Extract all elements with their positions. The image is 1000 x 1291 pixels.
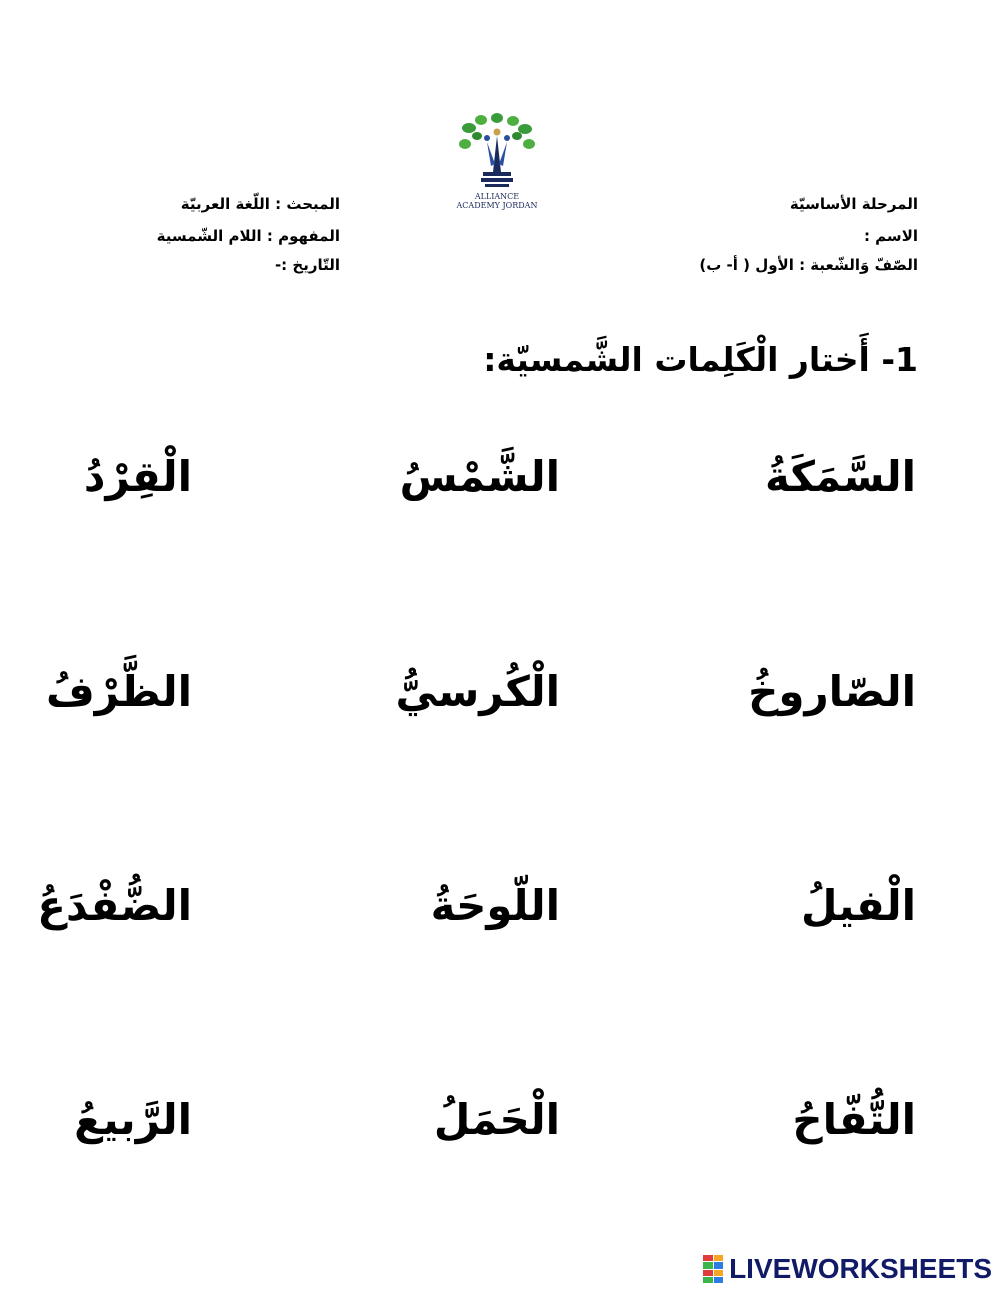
subject-label: المبحث : اللّغة العربيّة — [180, 195, 340, 213]
name-label: الاسم : — [863, 227, 918, 245]
word-item[interactable]: الْكُرسيُّ — [395, 667, 560, 716]
school-logo — [455, 112, 539, 218]
word-item[interactable]: الضُّفْدَعُ — [37, 881, 192, 930]
word-item[interactable]: الرَّبيعُ — [74, 1095, 192, 1144]
logo-text: ALLIANCE ACADEMY JORDAN — [456, 192, 538, 210]
grade-label: الصّفّ وَالشّعبة : الأول ( أ- ب) — [699, 256, 918, 274]
word-item[interactable]: الْقِرْدُ — [83, 452, 192, 501]
word-item[interactable]: اللّوحَةُ — [430, 881, 560, 930]
word-item[interactable]: الْفيلُ — [800, 881, 916, 930]
liveworksheets-logo-text: LIVEWORKSHEETS — [729, 1253, 992, 1284]
liveworksheets-icon — [703, 1255, 723, 1283]
word-item[interactable]: السَّمَكَةُ — [765, 452, 916, 501]
tree-icon — [455, 112, 539, 192]
question-title: 1- أَختار الْكَلِمات الشَّمسيّة: — [483, 340, 918, 379]
word-item[interactable]: الصّاروخُ — [748, 667, 916, 716]
date-label: التّاريخ :- — [274, 256, 340, 274]
word-item[interactable]: الْحَمَلُ — [433, 1095, 560, 1144]
word-item[interactable]: التُّفّاحُ — [792, 1095, 916, 1144]
stage-label: المرحلة الأساسيّة — [789, 195, 918, 213]
word-item[interactable]: الظَّرْفُ — [46, 667, 192, 716]
concept-label: المفهوم : اللام الشّمسية — [156, 227, 340, 245]
word-item[interactable]: الشَّمْسُ — [399, 452, 560, 501]
liveworksheets-brand — [703, 1252, 992, 1286]
